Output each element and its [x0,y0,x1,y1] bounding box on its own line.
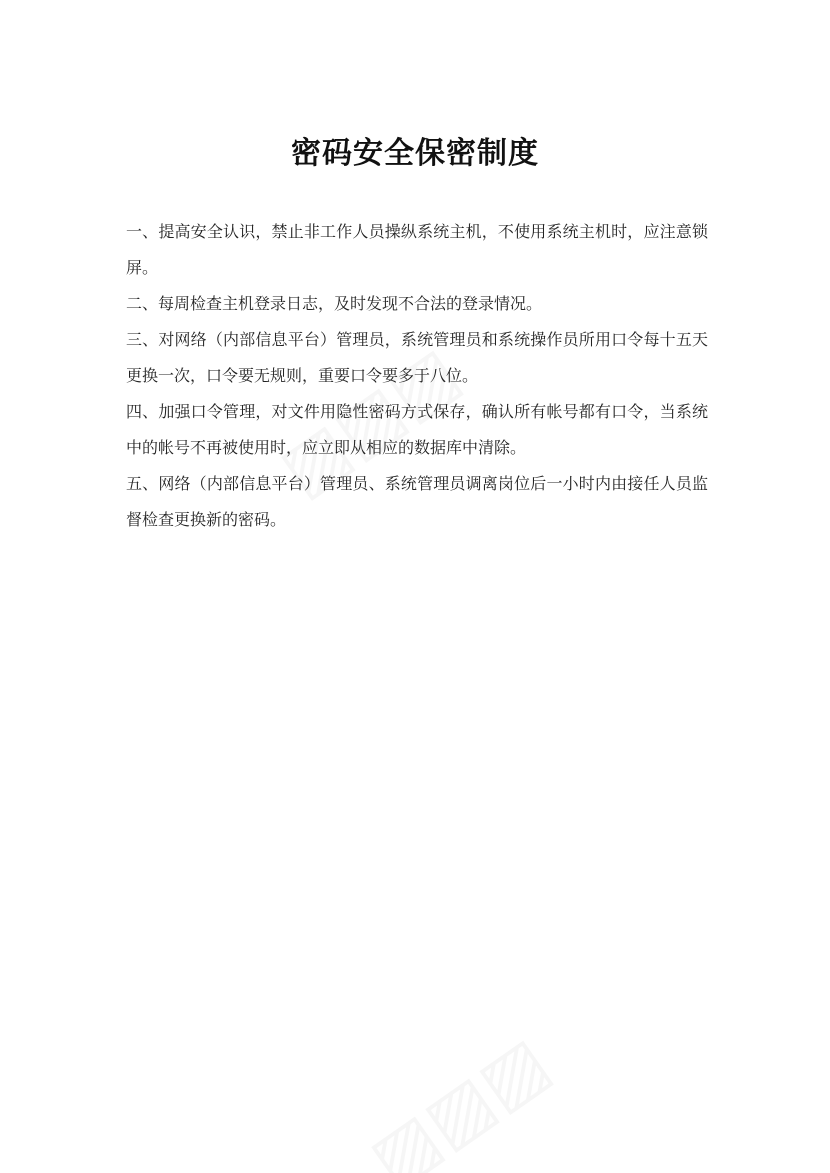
document-body [126,214,708,538]
paragraph-3: 三、对网络（内部信息平台）管理员，系统管理员和系统操作员所用口令每十五天更换一次，口令要无规则，重要口令要多于八位。 [126,330,708,385]
paragraph-4: 四、加强口令管理，对文件用隐性密码方式保存，确认所有帐号都有口令，当系统中的帐号不再被使用时，应立即从相应的数据库中清除。 [126,402,708,457]
paragraph-5: 五、网络（内部信息平台）管理员、系统管理员调离岗位后一小时内由接任人员监督检查更换新的密码。 [126,474,708,529]
paragraph-1: 一、提高安全认识，禁止非工作人员操纵系统主机，不使用系统主机时，应注意锁屏。 [126,222,708,277]
document-title: 密码安全保密制度 [291,136,539,172]
watermark-graphic [354,1021,564,1173]
paragraph-2: 二、每周检查主机登录日志，及时发现不合法的登录情况。 [126,294,543,313]
